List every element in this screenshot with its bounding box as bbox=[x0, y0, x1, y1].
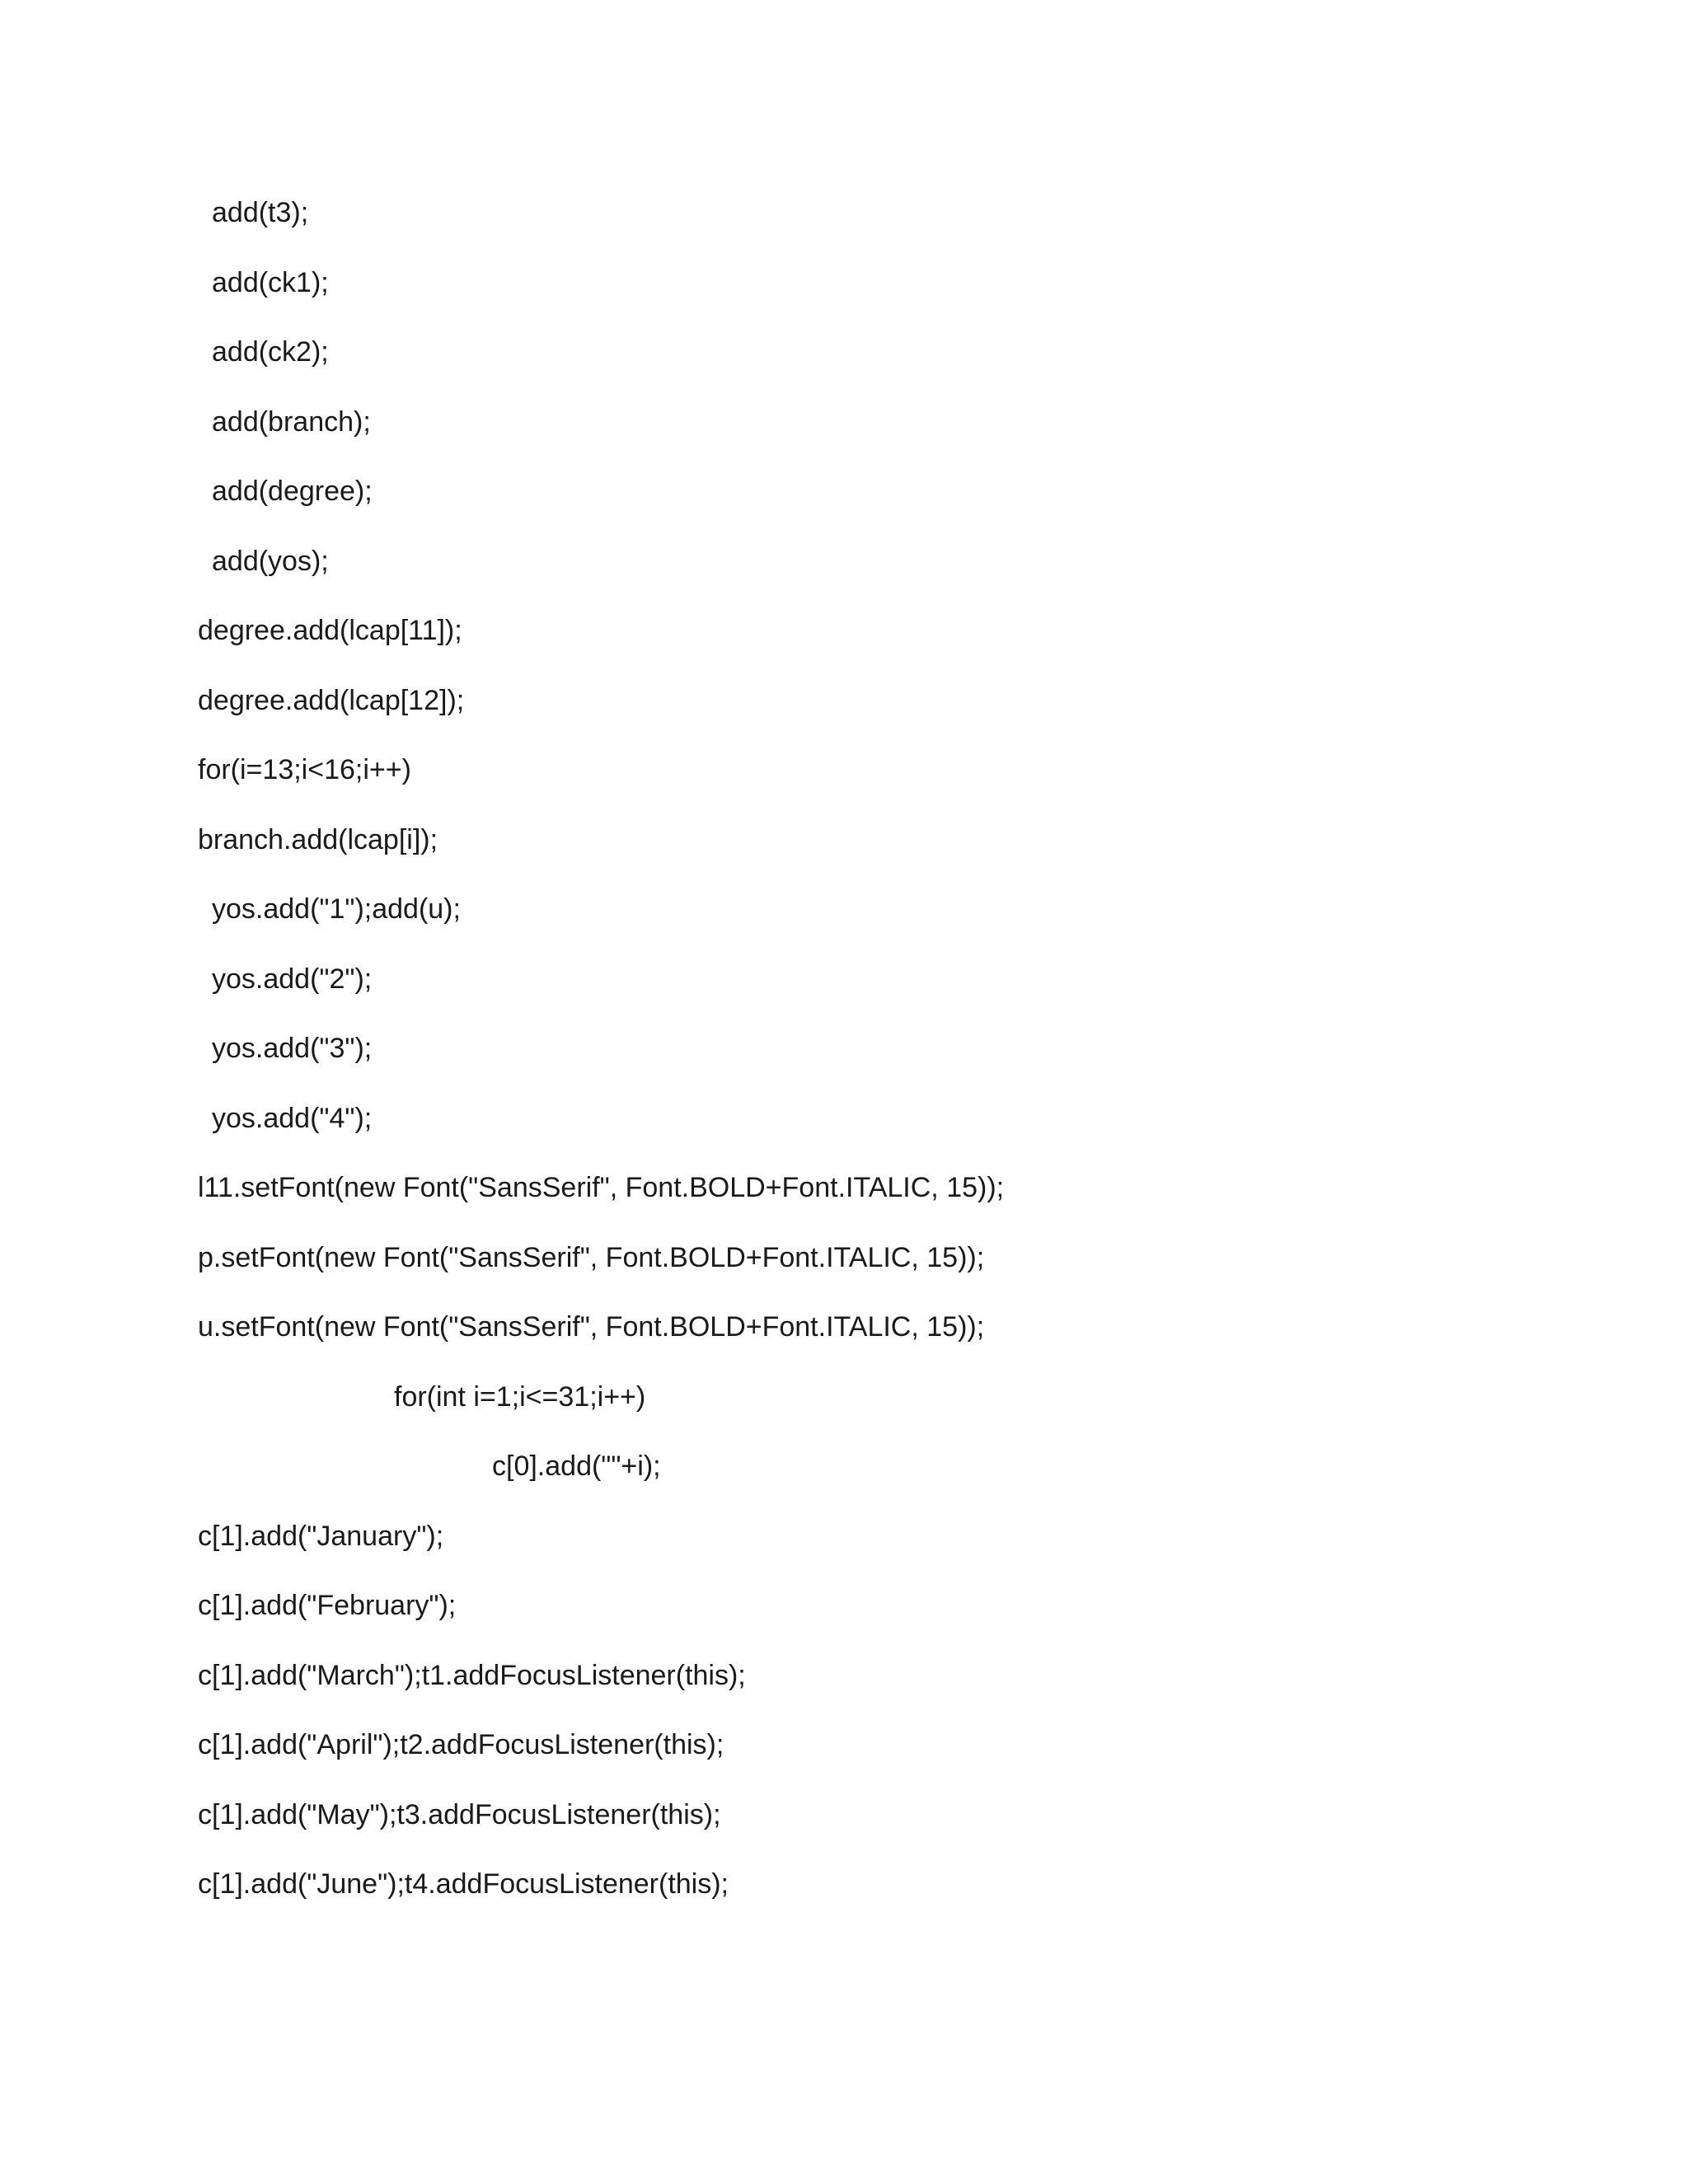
code-line: p.setFont(new Font("SansSerif", Font.BOLD+Font.ITALIC, 15)); bbox=[198, 1241, 985, 1273]
code-line: yos.add("2"); bbox=[212, 963, 373, 995]
code-line: for(int i=1;i<=31;i++) bbox=[394, 1380, 646, 1413]
code-line: c[0].add(""+i); bbox=[492, 1451, 661, 1482]
code-line: add(ck1); bbox=[212, 266, 329, 298]
code-line: c[1].add("January"); bbox=[198, 1520, 444, 1552]
code-line: degree.add(lcap[11]); bbox=[198, 615, 462, 646]
code-line: add(branch); bbox=[212, 405, 371, 438]
code-line: yos.add("4"); bbox=[212, 1102, 373, 1134]
code-line: c[1].add("June");t4.addFocusListener(this); bbox=[198, 1868, 729, 1900]
code-line: yos.add("3"); bbox=[212, 1033, 373, 1064]
code-line: for(i=13;i<16;i++) bbox=[198, 754, 411, 785]
code-line: add(yos); bbox=[212, 545, 329, 577]
code-line: add(ck2); bbox=[212, 336, 329, 368]
code-line: branch.add(lcap[i]); bbox=[198, 823, 438, 855]
code-listing bbox=[198, 188, 1599, 1929]
code-line: add(degree); bbox=[212, 476, 373, 507]
code-line: yos.add("1");add(u); bbox=[212, 893, 461, 925]
code-line: c[1].add("February"); bbox=[198, 1590, 457, 1621]
code-line: c[1].add("May");t3.addFocusListener(this); bbox=[198, 1798, 721, 1830]
code-line: u.setFont(new Font("SansSerif", Font.BOLD+Font.ITALIC, 15)); bbox=[198, 1311, 985, 1343]
code-line: c[1].add("March");t1.addFocusListener(this); bbox=[198, 1659, 746, 1691]
code-line: c[1].add("April");t2.addFocusListener(this); bbox=[198, 1729, 724, 1760]
code-line: l11.setFont(new Font("SansSerif", Font.BOLD+Font.ITALIC, 15)); bbox=[198, 1172, 1005, 1203]
code-line: degree.add(lcap[12]); bbox=[198, 684, 465, 716]
code-line: add(t3); bbox=[212, 197, 309, 228]
